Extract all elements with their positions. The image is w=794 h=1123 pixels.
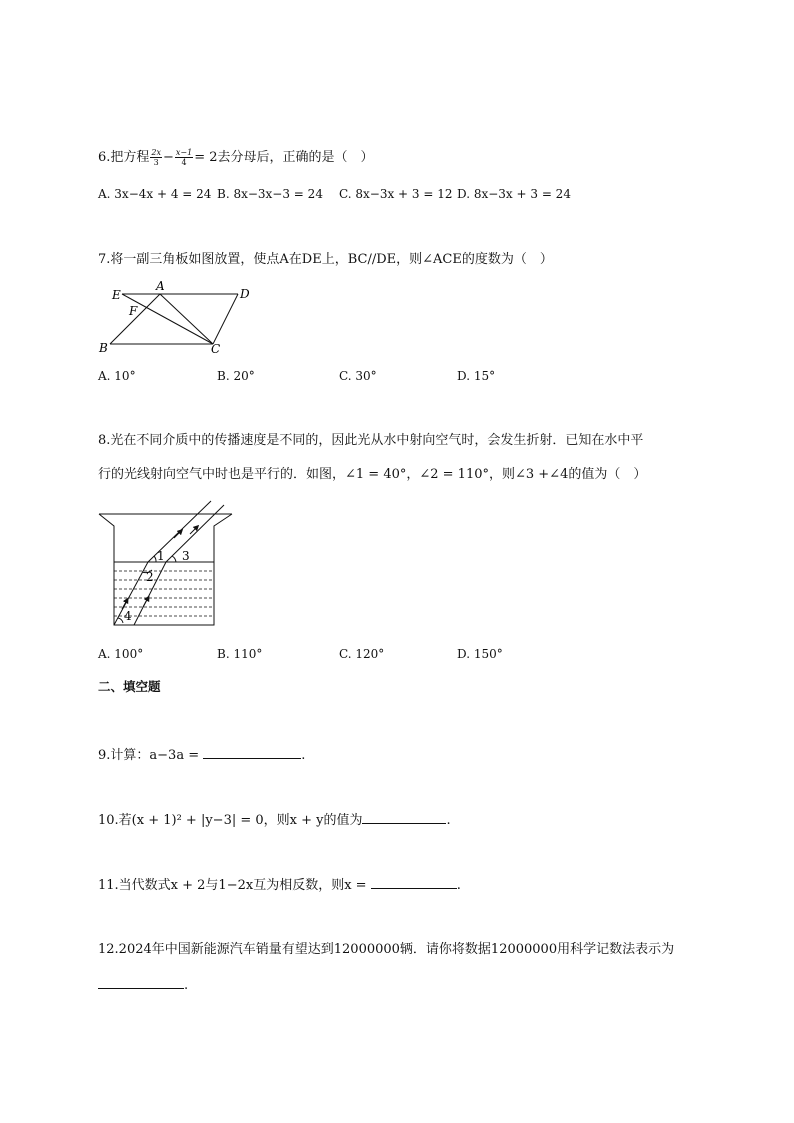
q10-text: 10.若(x + 1)² + |y−3| = 0，则x + y的值为 [98, 813, 363, 828]
q8-option-d[interactable]: D. 150° [457, 647, 503, 661]
q7-label-a: A [156, 280, 165, 293]
q8-option-a[interactable]: A. 100° [98, 647, 144, 661]
q8-refraction-figure [96, 498, 236, 630]
q9-period: . [301, 748, 306, 763]
q6-option-c[interactable]: C. 8x−3x + 3 = 12 [339, 187, 453, 201]
q11-text: 11.当代数式x + 2与1−2x互为相反数，则x = [98, 878, 371, 893]
q9-answer-blank[interactable] [203, 745, 301, 759]
q11-answer-blank[interactable] [371, 875, 457, 889]
q7-option-c[interactable]: C. 30° [339, 369, 377, 383]
q6-minus: − [163, 150, 174, 165]
question-9 [98, 745, 305, 765]
q7-option-b[interactable]: B. 20° [217, 369, 255, 383]
q6-fraction-1: $\frac{2x}{3}$ [151, 148, 162, 167]
q10-answer-blank[interactable] [362, 810, 446, 824]
q8-label-2: 2 [146, 570, 154, 584]
question-11 [98, 875, 461, 895]
question-12-line-1: 12.2024年中国新能源汽车销量有望达到12000000辆．请你将数据12000000用科学记数法表示为 [98, 942, 675, 957]
q7-option-a[interactable]: A. 10° [98, 369, 136, 383]
question-8-line-2: 行的光线射向空气中时也是平行的．如图，∠1 = 40°，∠2 = 110°，则∠3 +∠4的值为（ ） [98, 467, 647, 482]
q8-label-4: 4 [124, 609, 132, 623]
q11-period: . [456, 878, 461, 893]
q6-option-a[interactable]: A. 3x−4x + 4 = 24 [98, 187, 212, 201]
q7-triangle-figure [92, 280, 262, 360]
question-10 [98, 810, 451, 830]
q8-option-b[interactable]: B. 110° [217, 647, 263, 661]
q7-option-d[interactable]: D. 15° [457, 369, 496, 383]
question-8-line-1: 8.光在不同介质中的传播速度是不同的，因此光从水中射向空气时，会发生折射．已知在水中平 [98, 433, 644, 448]
q8-option-c[interactable]: C. 120° [339, 647, 385, 661]
q6-suffix: 去分母后，正确的是（ ） [217, 150, 374, 165]
q6-option-b[interactable]: B. 8x−3x−3 = 24 [217, 187, 323, 201]
q7-label-d: D [240, 287, 250, 301]
q12-period: . [184, 978, 189, 993]
question-7-stem: 7.将一副三角板如图放置，使点A在DE上，BC//DE，则∠ACE的度数为（ ） [98, 252, 553, 267]
question-12-line-2 [98, 975, 188, 995]
q9-text: 9.计算：a−3a = [98, 748, 204, 763]
section-2-heading: 二、填空题 [98, 679, 161, 694]
q6-fraction-2: $\frac{x-1}{4}$ [175, 148, 193, 167]
q12-answer-blank[interactable] [98, 975, 184, 989]
q7-label-e: E [112, 288, 121, 302]
q7-label-c: C [211, 342, 221, 356]
q8-label-1: 1 [157, 549, 165, 563]
question-6-stem [98, 148, 374, 167]
q10-period: . [446, 813, 451, 828]
q6-option-d[interactable]: D. 8x−3x + 3 = 24 [457, 187, 571, 201]
q7-label-f: F [129, 304, 138, 318]
q6-prefix: 6.把方程 [98, 150, 150, 165]
q6-equals: = 2 [194, 150, 218, 165]
q8-label-3: 3 [182, 549, 190, 563]
q7-label-b: B [99, 341, 108, 355]
